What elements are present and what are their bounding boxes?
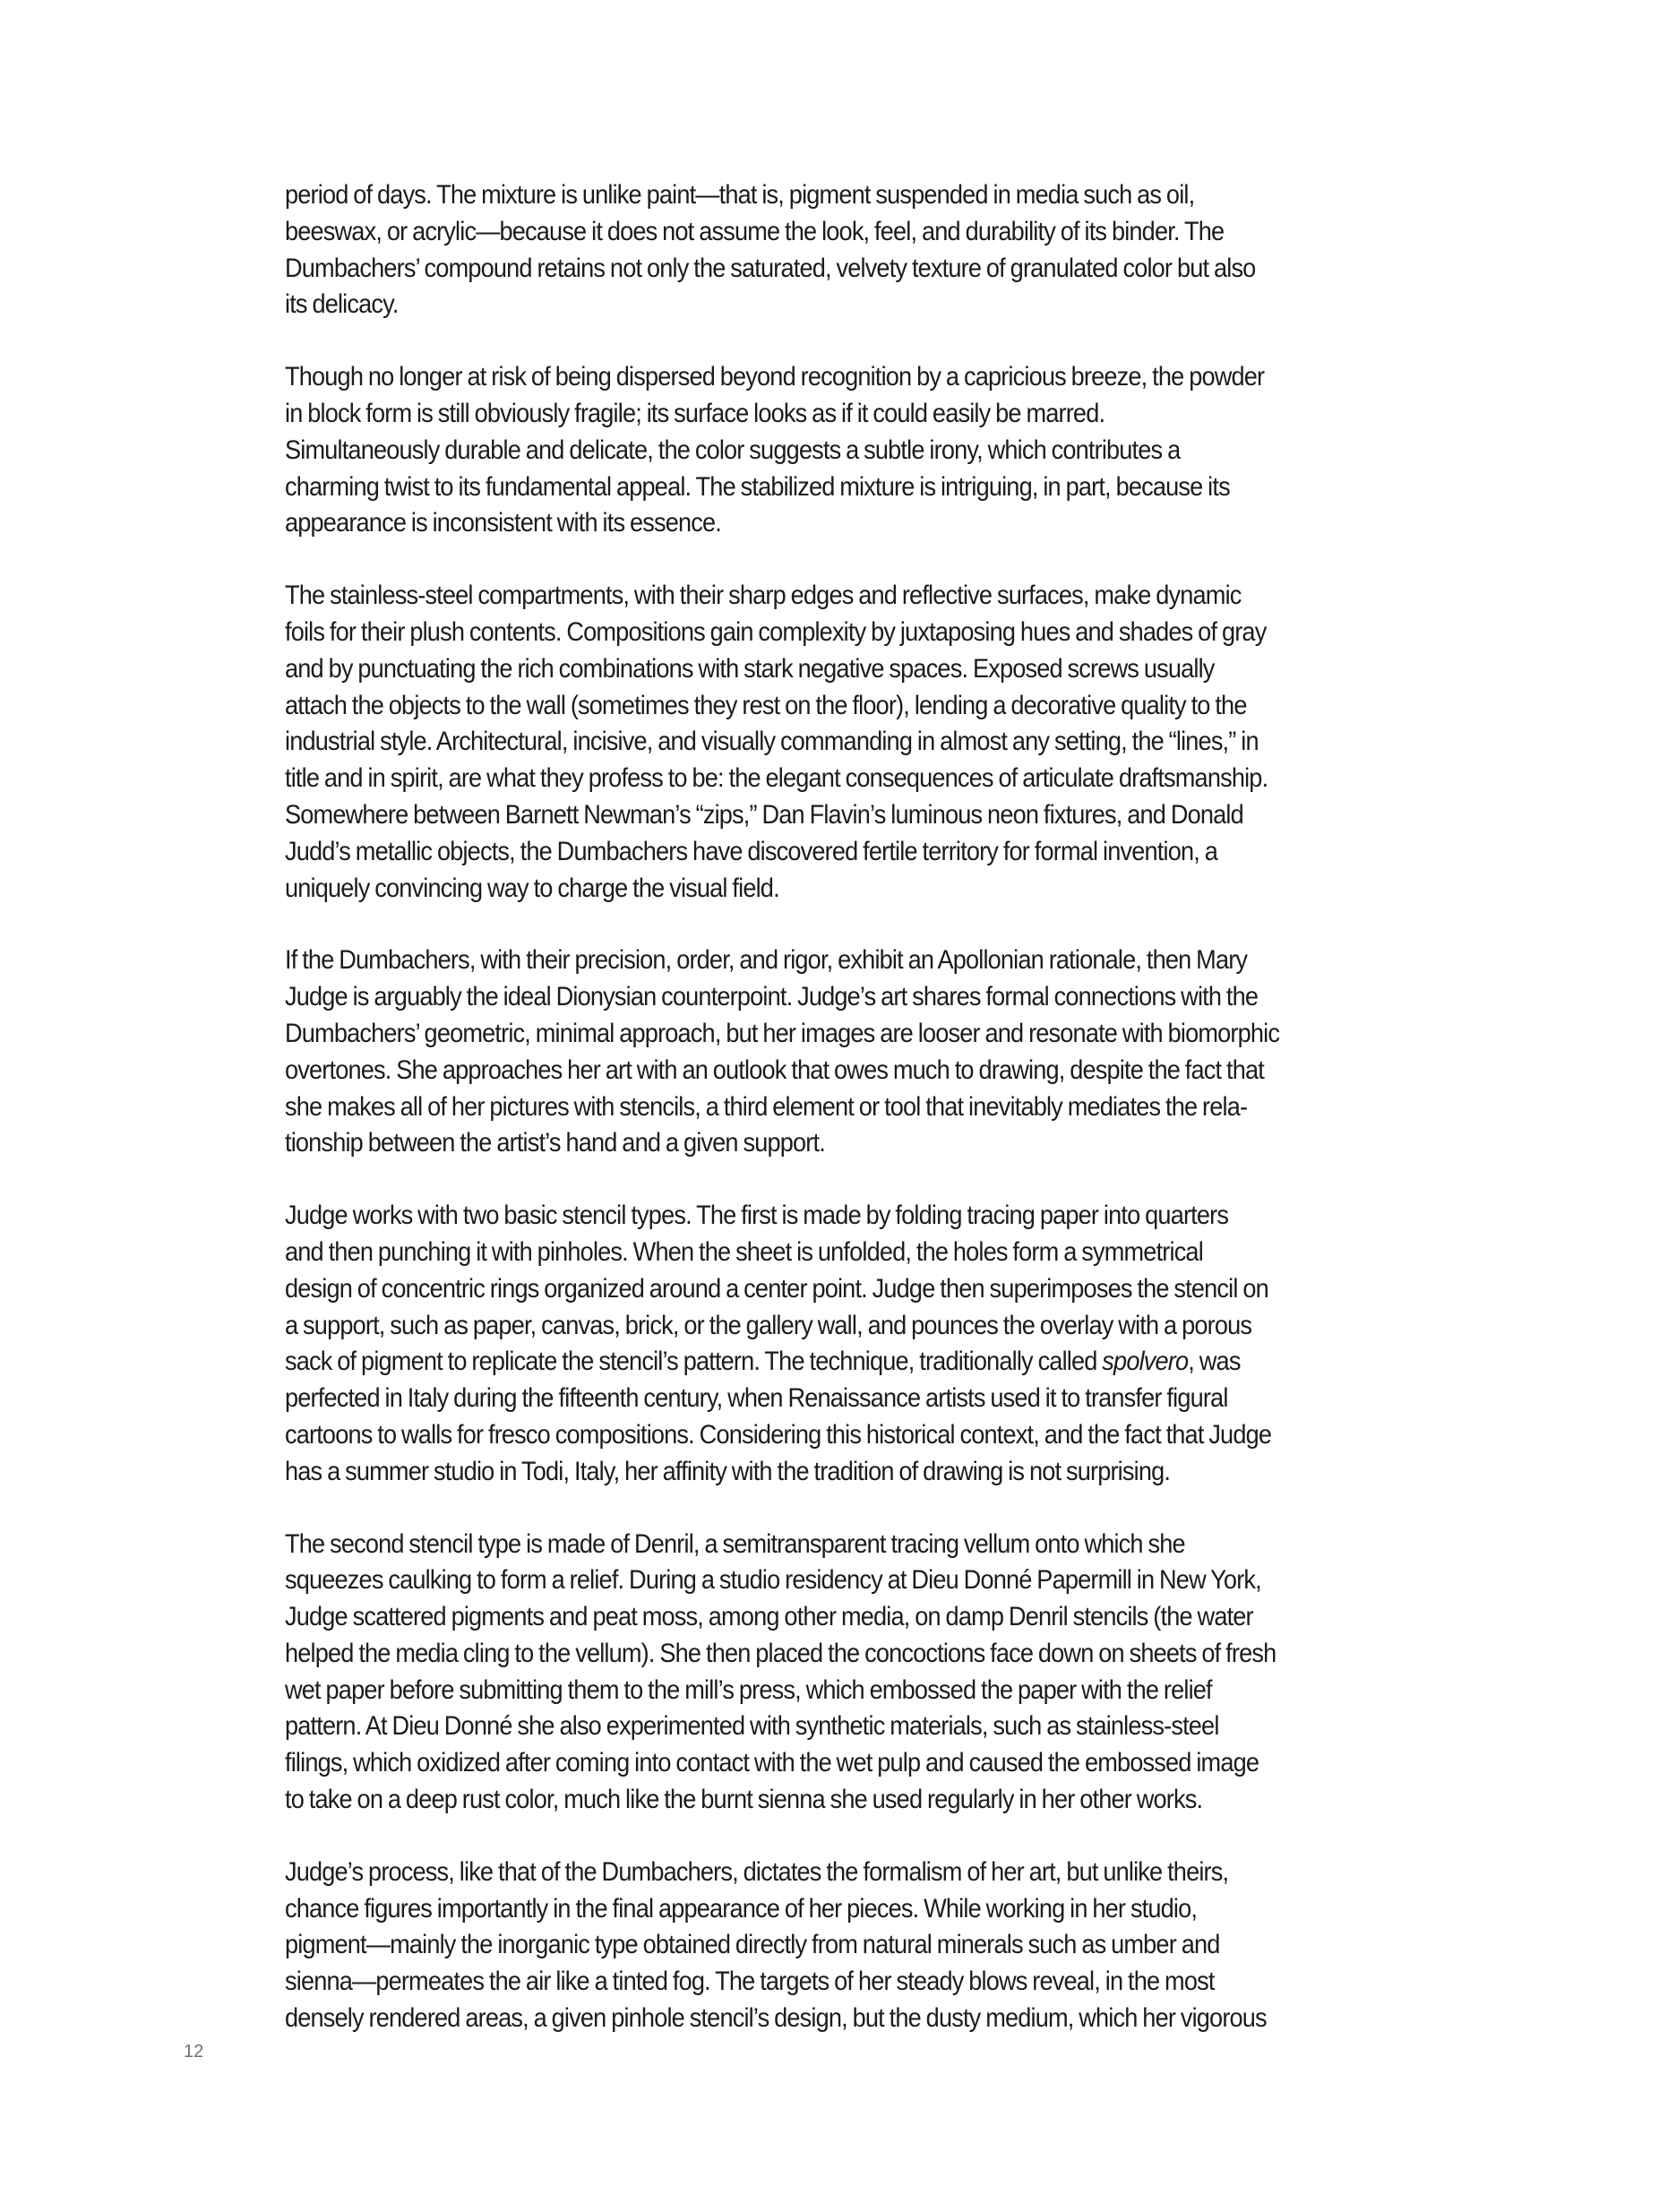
text-line: squeezes caulking to form a relief. During a studio residency at Dieu Donné Papermill in New York, [285,1565,1261,1596]
text-line: filings, which oxidized after coming into contact with the wet pulp and caused the embossed image [285,1748,1259,1778]
text-line: Dumbachers’ compound retains not only the saturated, velvety texture of granulated color but also [285,253,1256,283]
paragraph [285,359,1378,542]
text-line: its delicacy. [285,289,399,320]
text-line: sienna—permeates the air like a tinted fog. The targets of her steady blows reveal, in the most [285,1967,1215,1997]
body-text [285,177,1378,2073]
text-line: to take on a deep rust color, much like the burnt sienna she used regularly in her other works. [285,1785,1203,1815]
text-line: sack of pigment to replicate the stencil’s pattern. The technique, traditionally called spolvero, was [285,1347,1241,1377]
text-line: appearance is inconsistent with its essence. [285,508,721,538]
text-line: pigment—mainly the inorganic type obtained directly from natural minerals such as umber and [285,1930,1220,1960]
text-line: Dumbachers’ geometric, minimal approach, but her images are looser and resonate with biomorphic [285,1018,1280,1048]
text-line: The second stencil type is made of Denril, a semitransparent tracing vellum onto which she [285,1528,1185,1559]
text-line: beeswax, or acrylic—because it does not assume the look, feel, and durability of its binder. The [285,216,1225,246]
paragraph [285,1855,1378,2037]
text-line: uniquely convincing way to charge the visual field. [285,873,779,903]
text-line: Simultaneously durable and delicate, the color suggests a subtle irony, which contributes a [285,435,1181,465]
text-line: title and in spirit, are what they profess to be: the elegant consequences of articulate draftsmanship. [285,763,1268,794]
paragraph [285,578,1378,907]
text-line: attach the objects to the wall (sometimes they rest on the floor), lending a decorative quality to the [285,690,1247,720]
text-line: Judd’s metallic objects, the Dumbachers have discovered fertile territory for formal invention, a [285,836,1218,866]
text-line: pattern. At Dieu Donné she also experimented with synthetic materials, such as stainless-steel [285,1711,1219,1742]
paragraph [285,1198,1378,1490]
text-line: foils for their plush contents. Compositions gain complexity by juxtaposing hues and shades of gray [285,616,1267,647]
text-line: Somewhere between Barnett Newman’s “zips,” Dan Flavin’s luminous neon fixtures, and Donald [285,799,1243,830]
text-line: a support, such as paper, canvas, brick, or the gallery wall, and pounces the overlay with a porous [285,1310,1252,1340]
text-line: and then punching it with pinholes. When the sheet is unfolded, the holes form a symmetrical [285,1236,1203,1267]
text-line: The stainless-steel compartments, with their sharp edges and reflective surfaces, make dynamic [285,581,1242,611]
text-line: helped the media cling to the vellum). She then placed the concoctions face down on sheets of fresh [285,1638,1276,1668]
text-line: Judge scattered pigments and peat moss, among other media, on damp Denril stencils (the water [285,1602,1253,1632]
text-line: design of concentric rings organized around a center point. Judge then superimposes the stencil on [285,1273,1268,1304]
text-line: cartoons to walls for fresco compositions. Considering this historical context, and the fact that Judge [285,1419,1272,1450]
paragraph [285,177,1378,323]
text-line: If the Dumbachers, with their precision, order, and rigor, exhibit an Apollonian rationale, then Mary [285,945,1248,976]
text-line: perfected in Italy during the fifteenth century, when Renaissance artists used it to transfer figural [285,1383,1228,1414]
text-line: Though no longer at risk of being dispersed beyond recognition by a capricious breeze, the powder [285,362,1265,392]
text-line: tionship between the artist’s hand and a given support. [285,1128,825,1158]
text-line: period of days. The mixture is unlike paint—that is, pigment suspended in media such as oil, [285,180,1195,210]
text-line: overtones. She approaches her art with an outlook that owes much to drawing, despite the fact that [285,1054,1264,1085]
text-line: charming twist to its fundamental appeal. The stabilized mixture is intriguing, in part, because its [285,471,1230,502]
text-line: and by punctuating the rich combinations with stark negative spaces. Exposed screws usually [285,653,1215,684]
paragraph [285,1527,1378,1819]
text-line: Judge works with two basic stencil types. The first is made by folding tracing paper into quarters [285,1201,1229,1231]
text-line: in block form is still obviously fragile; its surface looks as if it could easily be marred. [285,398,1105,428]
italic-term: spolvero [1102,1347,1189,1377]
text-line: Judge’s process, like that of the Dumbachers, dictates the formalism of her art, but unlike theirs, [285,1856,1229,1887]
text-line: densely rendered areas, a given pinhole stencil’s design, but the dusty medium, which her vigorous [285,2003,1267,2034]
text-line: Judge is arguably the ideal Dionysian counterpoint. Judge’s art shares formal connections with the [285,982,1259,1012]
page-number: 12 [184,2042,204,2061]
text-line: industrial style. Architectural, incisive, and visually commanding in almost any setting, the “lines,” in [285,727,1259,757]
text-line: she makes all of her pictures with stencils, a third element or tool that inevitably mediates the rela- [285,1091,1248,1122]
paragraph [285,942,1378,1162]
text-line: wet paper before submitting them to the mill’s press, which embossed the paper with the relief [285,1674,1212,1705]
text-line: chance figures importantly in the final appearance of her pieces. While working in her studio, [285,1893,1198,1924]
text-line: has a summer studio in Todi, Italy, her affinity with the tradition of drawing is not surprising. [285,1456,1171,1486]
